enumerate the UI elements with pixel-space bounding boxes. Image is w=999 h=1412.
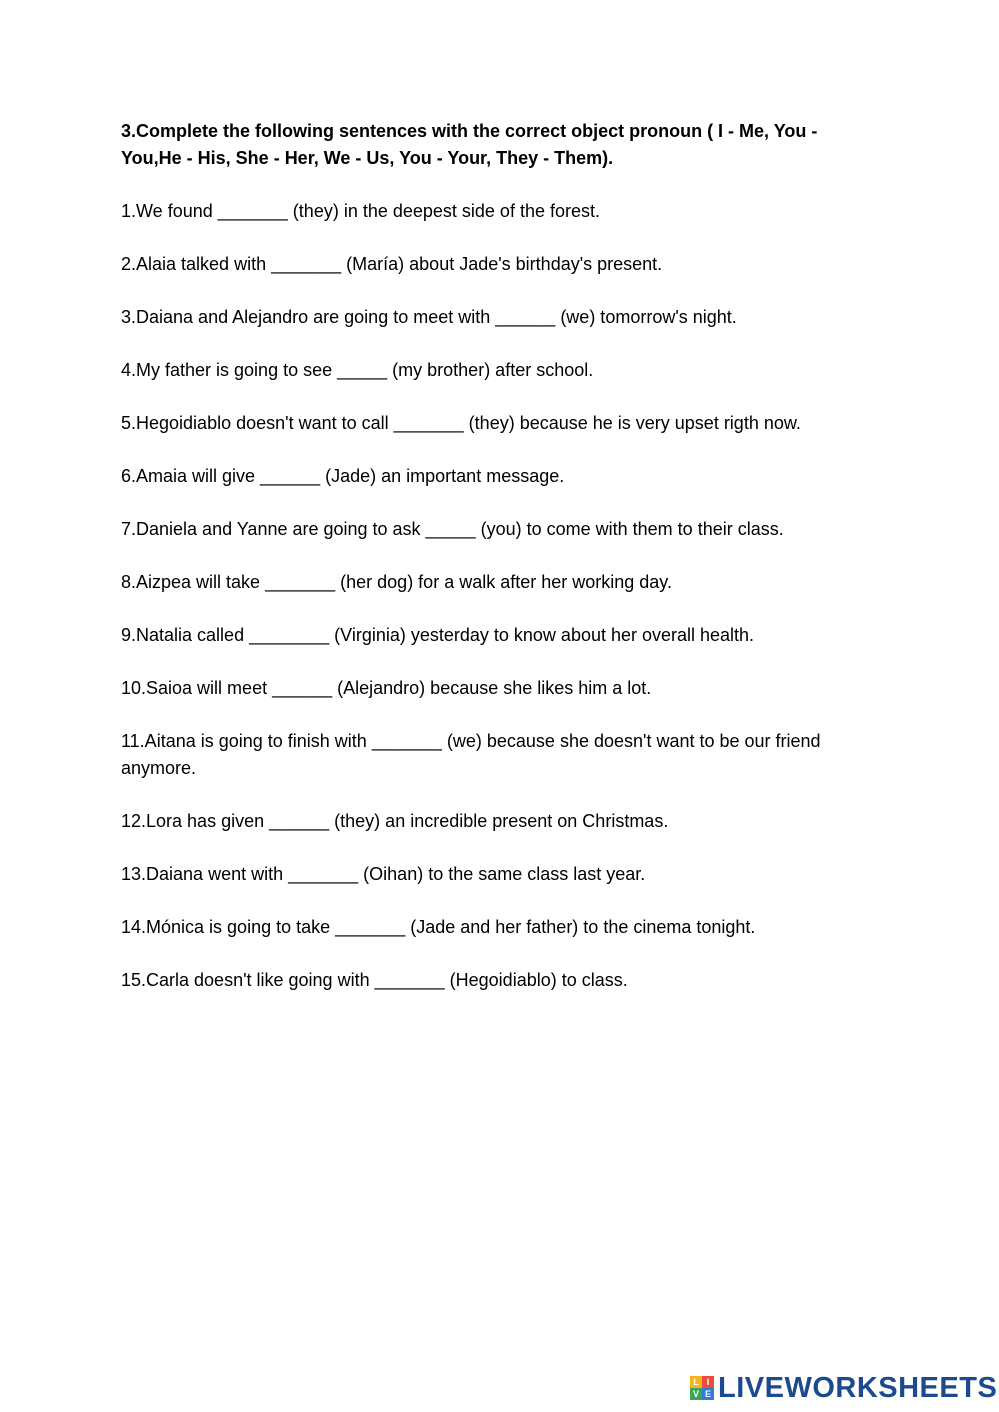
worksheet xyxy=(121,118,881,1020)
sentence-7: 7.Daniela and Yanne are going to ask _____ (you) to come with them to their class. xyxy=(121,519,784,539)
sentence-3: 3.Daiana and Alejandro are going to meet with ______ (we) tomorrow's night. xyxy=(121,307,737,327)
logo-mark-letter: I xyxy=(702,1376,714,1388)
sentence-12: 12.Lora has given ______ (they) an incredible present on Christmas. xyxy=(121,811,669,831)
sentence-1: 1.We found _______ (they) in the deepest side of the forest. xyxy=(121,201,600,221)
sentence-6: 6.Amaia will give ______ (Jade) an important message. xyxy=(121,466,565,486)
logo-mark-letter: E xyxy=(702,1388,714,1400)
sentence-13: 13.Daiana went with _______ (Oihan) to the same class last year. xyxy=(121,864,646,884)
sentence-4: 4.My father is going to see _____ (my brother) after school. xyxy=(121,360,594,380)
instructions-heading: 3.Complete the following sentences with the correct object pronoun ( I - Me, You - You,He - His, She - Her, We - Us, You - Your, They - Them). xyxy=(121,121,818,168)
logo-text: LIVEWORKSHEETS xyxy=(718,1371,998,1404)
sentence-5: 5.Hegoidiablo doesn't want to call _______ (they) because he is very upset rigth now. xyxy=(121,413,801,433)
sentence-14: 14.Mónica is going to take _______ (Jade and her father) to the cinema tonight. xyxy=(121,917,756,937)
logo-mark-letter: V xyxy=(690,1388,702,1400)
logo-mark-letter: L xyxy=(690,1376,702,1388)
sentence-8: 8.Aizpea will take _______ (her dog) for a walk after her working day. xyxy=(121,572,672,592)
sentence-11: 11.Aitana is going to finish with _______ (we) because she doesn't want to be our friend anymore. xyxy=(121,731,821,778)
sentence-9: 9.Natalia called ________ (Virginia) yesterday to know about her overall health. xyxy=(121,625,755,645)
sentence-10: 10.Saioa will meet ______ (Alejandro) because she likes him a lot. xyxy=(121,678,652,698)
liveworksheets-logo[interactable] xyxy=(690,1372,997,1404)
liveworksheets-logo-icon xyxy=(690,1376,714,1400)
sentence-15: 15.Carla doesn't like going with _______ (Hegoidiablo) to class. xyxy=(121,970,628,990)
sentence-2: 2.Alaia talked with _______ (María) about Jade's birthday's present. xyxy=(121,254,663,274)
